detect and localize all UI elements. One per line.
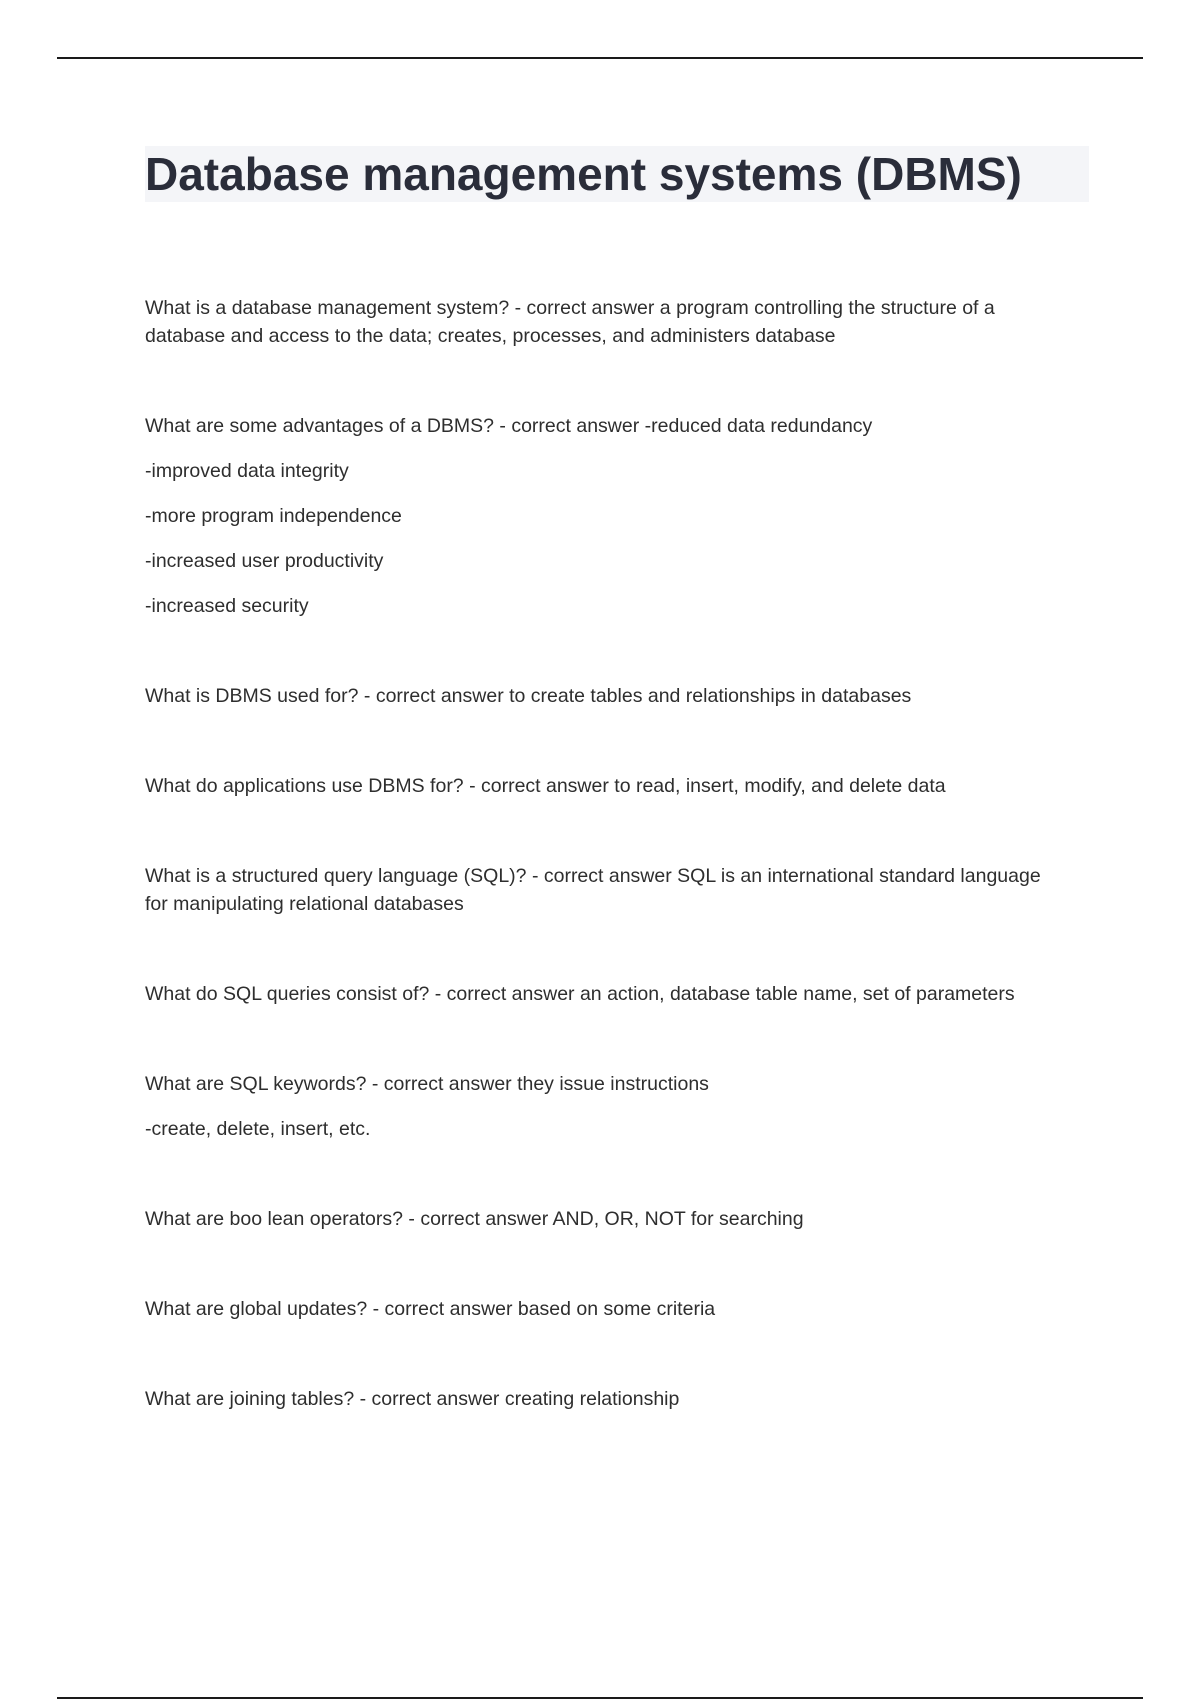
- qa-item: [145, 980, 1095, 1008]
- qa-text: What is a structured query language (SQL)? - correct answer SQL is an international standard language: [145, 865, 1041, 887]
- qa-text: database and access to the data; creates, processes, and administers database: [145, 325, 836, 347]
- document-body: [145, 146, 1095, 1475]
- qa-item: [145, 412, 1095, 620]
- qa-item: [145, 294, 1095, 350]
- qa-text: What are global updates? - correct answer based on some criteria: [145, 1298, 716, 1320]
- qa-text: What do SQL queries consist of? - correct answer an action, database table name, set of parameters: [145, 983, 1015, 1005]
- qa-bullet: -increased user productivity: [145, 550, 384, 572]
- qa-item: [145, 862, 1095, 918]
- qa-list: [145, 294, 1095, 1413]
- top-rule: [57, 57, 1143, 59]
- qa-text: What is a database management system? - correct answer a program controlling the structure of a: [145, 297, 995, 319]
- qa-text: for manipulating relational databases: [145, 893, 464, 915]
- qa-text: What are boo lean operators? - correct answer AND, OR, NOT for searching: [145, 1208, 804, 1230]
- qa-text: What are some advantages of a DBMS? - correct answer -reduced data redundancy: [145, 415, 873, 437]
- qa-item: [145, 1205, 1095, 1233]
- title-banner: [145, 146, 1089, 202]
- qa-bullet: -improved data integrity: [145, 460, 349, 482]
- qa-text: What are SQL keywords? - correct answer they issue instructions: [145, 1073, 709, 1095]
- qa-item: [145, 1070, 1095, 1143]
- bottom-rule: [57, 1697, 1143, 1699]
- qa-bullet: -more program independence: [145, 505, 402, 527]
- qa-text: What is DBMS used for? - correct answer to create tables and relationships in databases: [145, 685, 912, 707]
- qa-bullet: -increased security: [145, 595, 309, 617]
- qa-item: [145, 682, 1095, 710]
- qa-item: [145, 1385, 1095, 1413]
- qa-text: What do applications use DBMS for? - correct answer to read, insert, modify, and delete data: [145, 775, 946, 797]
- page-title: Database management systems (DBMS): [145, 148, 1022, 200]
- qa-bullet: -create, delete, insert, etc.: [145, 1118, 371, 1140]
- qa-text: What are joining tables? - correct answer creating relationship: [145, 1388, 680, 1410]
- qa-item: [145, 772, 1095, 800]
- qa-item: [145, 1295, 1095, 1323]
